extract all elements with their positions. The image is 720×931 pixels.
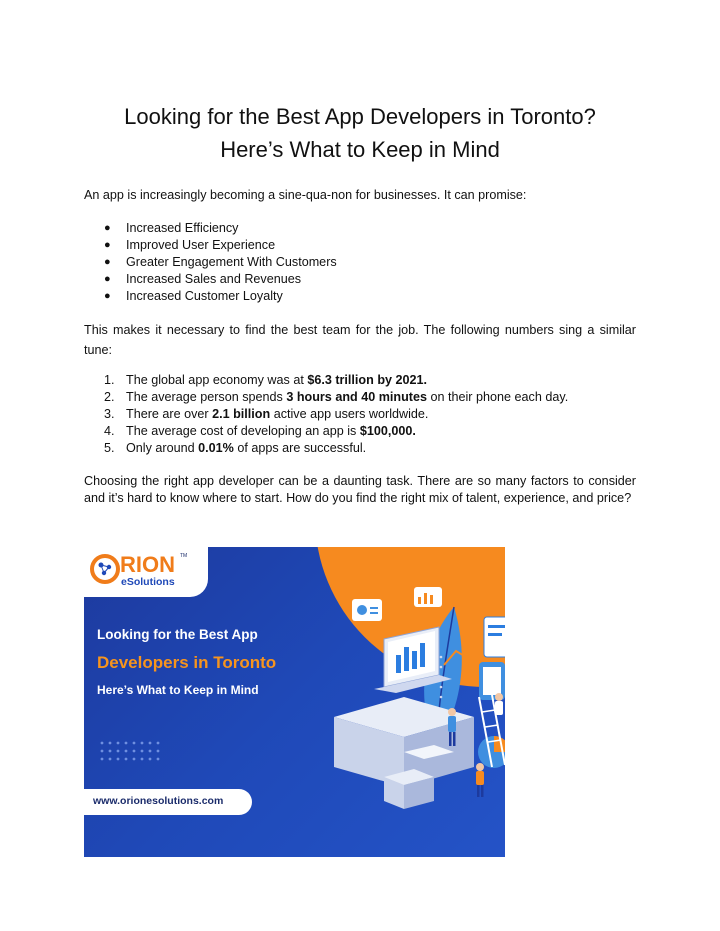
title-line-1: Looking for the Best App Developers in Toronto? xyxy=(124,104,596,129)
list-item: 5. Only around 0.01% of apps are successful. xyxy=(104,441,367,455)
closing-paragraph: Choosing the right app developer can be a daunting task. There are so many factors to consider and it’s hard to know where to start. How do you find the right mix of talent, experience, and price? xyxy=(84,474,636,505)
bullet-icon: ● xyxy=(104,239,111,251)
intro-paragraph: An app is increasingly becoming a sine-qua-non for businesses. It can promise: xyxy=(84,188,527,202)
orion-logo-icon xyxy=(87,551,123,587)
list-item: ● Increased Efficiency xyxy=(104,221,239,235)
logo-subtitle: eSolutions xyxy=(121,576,175,588)
title-line-2: Here’s What to Keep in Mind xyxy=(220,137,500,162)
banner-heading-line-1: Looking for the Best App xyxy=(97,627,258,642)
list-item: ● Greater Engagement With Customers xyxy=(104,255,337,269)
list-item: ● Improved User Experience xyxy=(104,238,276,252)
bullet-icon: ● xyxy=(104,290,111,302)
list-item: ● Increased Customer Loyalty xyxy=(104,289,283,303)
bullet-icon: ● xyxy=(104,222,111,234)
list-item: 3. There are over 2.1 billion active app users worldwide. xyxy=(104,407,429,421)
page-title xyxy=(0,100,720,166)
bullet-icon: ● xyxy=(104,256,111,268)
banner-heading-line-3: Here’s What to Keep in Mind xyxy=(97,683,259,697)
banner-heading-line-2: Developers in Toronto xyxy=(97,653,277,672)
logo-wordmark: RION xyxy=(120,552,175,577)
list-item: 2. The average person spends 3 hours and 40 minutes on their phone each day. xyxy=(104,390,569,404)
banner-image xyxy=(84,547,505,857)
numbers-paragraph: This makes it necessary to find the best team for the job. The following numbers sing a similar tune: xyxy=(84,323,636,357)
bullet-icon: ● xyxy=(104,273,111,285)
list-item: ● Increased Sales and Revenues xyxy=(104,272,302,286)
url-pill xyxy=(84,789,252,815)
list-item: 4. The average cost of developing an app is $100,000. xyxy=(104,424,416,438)
logo-badge xyxy=(84,547,208,597)
benefits-list xyxy=(104,220,644,305)
list-item: 1. The global app economy was at $6.3 trillion by 2021. xyxy=(104,373,428,387)
website-url: www.orionesolutions.com xyxy=(93,795,224,807)
stats-list xyxy=(104,372,644,457)
logo-trademark: TM xyxy=(180,553,188,559)
